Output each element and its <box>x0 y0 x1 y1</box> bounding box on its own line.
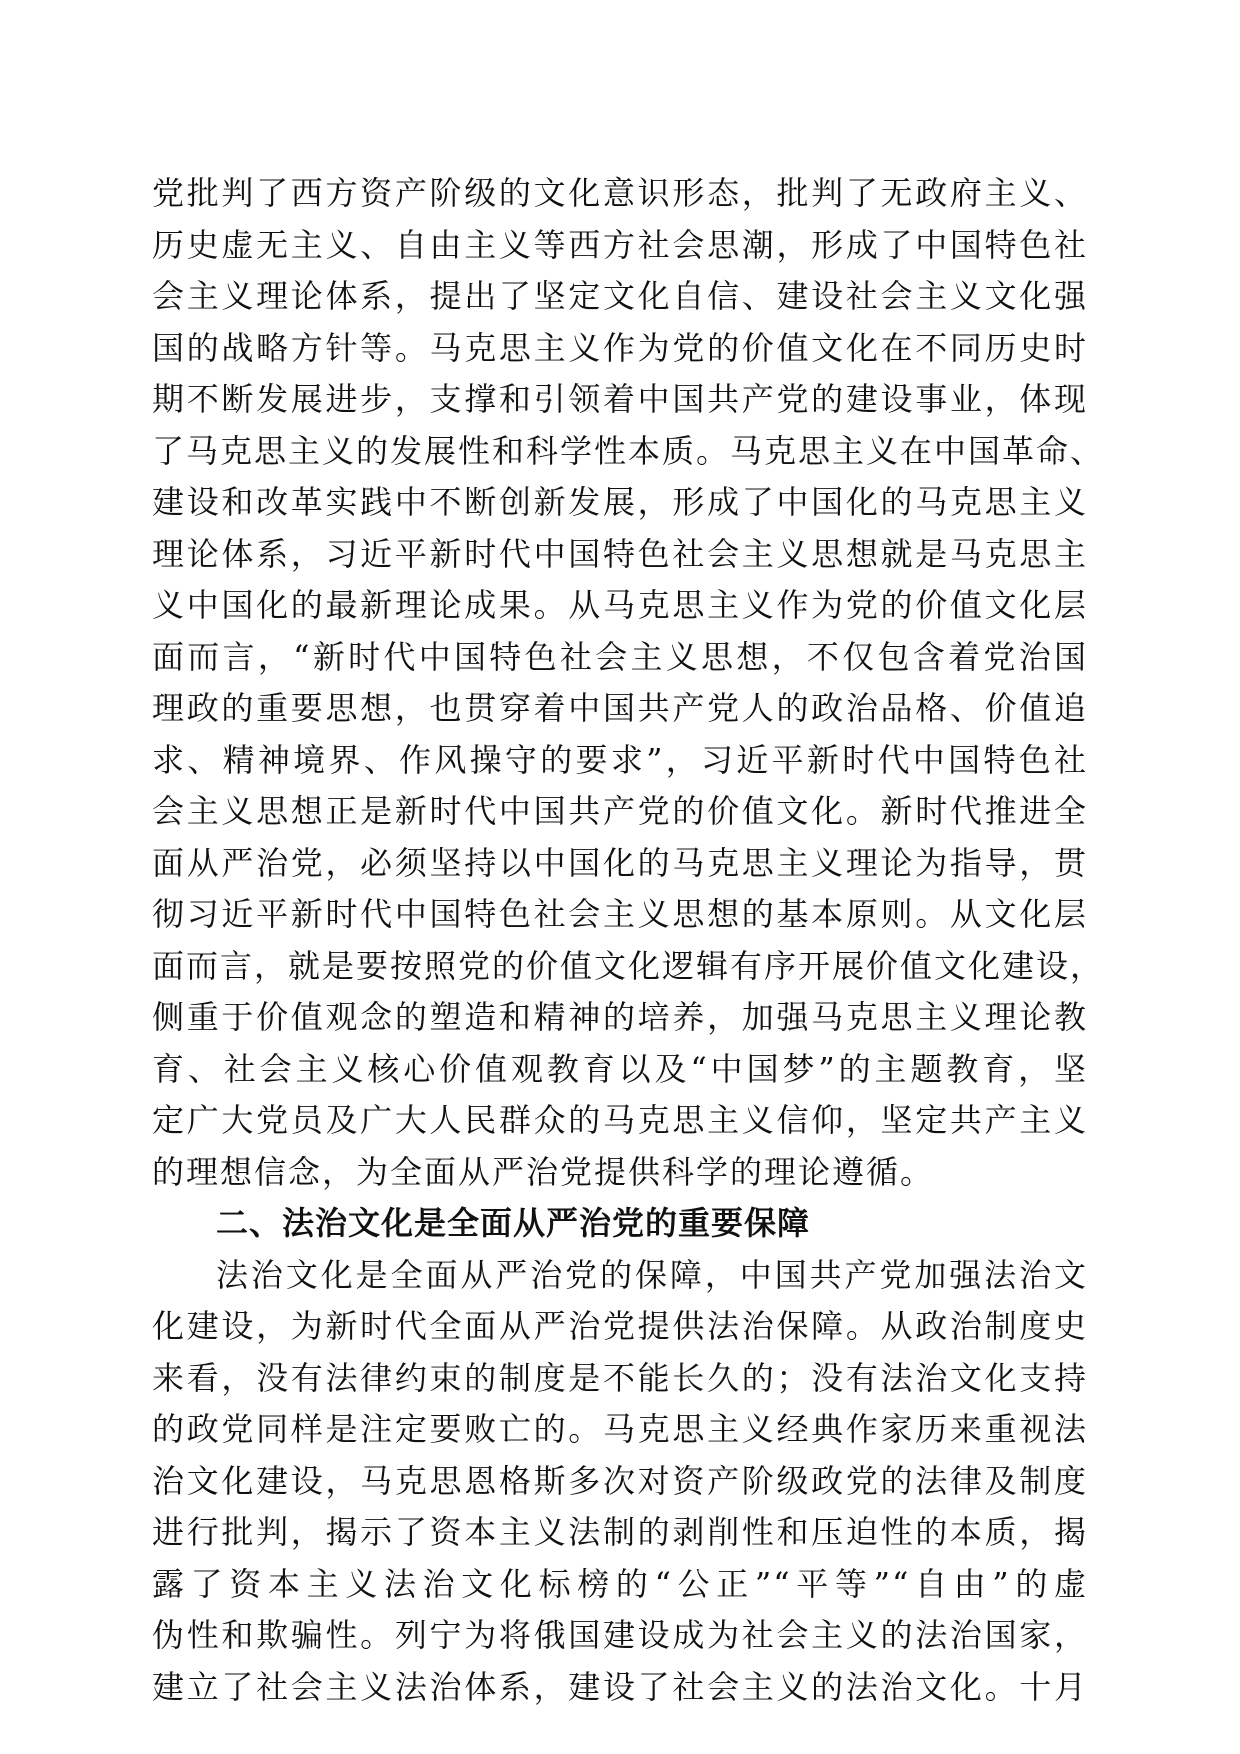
text-line: 理论体系，习近平新时代中国特色社会主义思想就是马克思主 <box>152 534 1088 573</box>
text-line: 彻习近平新时代中国特色社会主义思想的基本原则。从文化层 <box>152 895 1088 933</box>
text-line: 侧重于价值观念的塑造和精神的培养，加强马克思主义理论教 <box>152 998 1088 1036</box>
section-heading: 二、法治文化是全面从严治党的重要保障 <box>216 1204 811 1242</box>
text-line: 的政党同样是注定要败亡的。马克思主义经典作家历来重视法 <box>152 1410 1088 1448</box>
text-line: 求、精神境界、作风操守的要求”，习近平新时代中国特色社 <box>152 740 1088 779</box>
text-line: 化建设，为新时代全面从严治党提供法治保障。从政治制度史 <box>152 1307 1088 1345</box>
text-line: 会主义思想正是新时代中国共产党的价值文化。新时代推进全 <box>152 792 1088 830</box>
text-line: 义中国化的最新理论成果。从马克思主义作为党的价值文化层 <box>152 586 1088 624</box>
text-line: 了马克思主义的发展性和科学性本质。马克思主义在中国革命、 <box>152 431 1105 470</box>
text-line: 面而言，就是要按照党的价值文化逻辑有序开展价值文化建设， <box>152 946 1105 985</box>
text-line: 育、社会主义核心价值观教育以及“中国梦”的主题教育，坚 <box>152 1049 1088 1088</box>
text-line: 面而言，“新时代中国特色社会主义思想，不仅包含着党治国 <box>152 637 1088 676</box>
text-line: 进行批判，揭示了资本主义法制的剥削性和压迫性的本质，揭 <box>152 1513 1088 1551</box>
text-line: 理政的重要思想，也贯穿着中国共产党人的政治品格、价值追 <box>152 689 1088 727</box>
text-line: 来看，没有法律约束的制度是不能长久的；没有法治文化支持 <box>152 1358 1088 1397</box>
text-line: 的理想信念，为全面从严治党提供科学的理论遵循。 <box>152 1152 935 1191</box>
text-line: 期不断发展进步，支撑和引领着中国共产党的建设事业，体现 <box>152 380 1088 418</box>
text-line: 面从严治党，必须坚持以中国化的马克思主义理论为指导，贯 <box>152 843 1088 882</box>
text-line: 伪性和欺骗性。列宁为将俄国建设成为社会主义的法治国家， <box>152 1616 1088 1654</box>
text-line: 国的战略方针等。马克思主义作为党的价值文化在不同历史时 <box>152 328 1088 367</box>
text-line: 定广大党员及广大人民群众的马克思主义信仰，坚定共产主义 <box>152 1101 1088 1139</box>
paragraph-1 <box>152 168 1105 1198</box>
text-line: 会主义理论体系，提出了坚定文化自信、建设社会主义文化强 <box>152 277 1088 315</box>
text-line: 治文化建设，马克思恩格斯多次对资产阶级政党的法律及制度 <box>152 1461 1088 1500</box>
text-line: 法治文化是全面从严治党的保障，中国共产党加强法治文 <box>216 1255 1088 1294</box>
text-line: 建立了社会主义法治体系，建设了社会主义的法治文化。十月 <box>152 1667 1088 1706</box>
text-line: 党批判了西方资产阶级的文化意识形态，批判了无政府主义、 <box>152 174 1088 212</box>
paragraph-2 <box>152 1250 1088 1714</box>
text-line: 历史虚无主义、自由主义等西方社会思潮，形成了中国特色社 <box>152 225 1088 264</box>
text-line: 建设和改革实践中不断创新发展，形成了中国化的马克思主义 <box>152 483 1088 521</box>
body-text <box>152 168 1105 1713</box>
text-line: 露了资本主义法治文化标榜的“公正”“平等”“自由”的虚 <box>152 1564 1088 1603</box>
